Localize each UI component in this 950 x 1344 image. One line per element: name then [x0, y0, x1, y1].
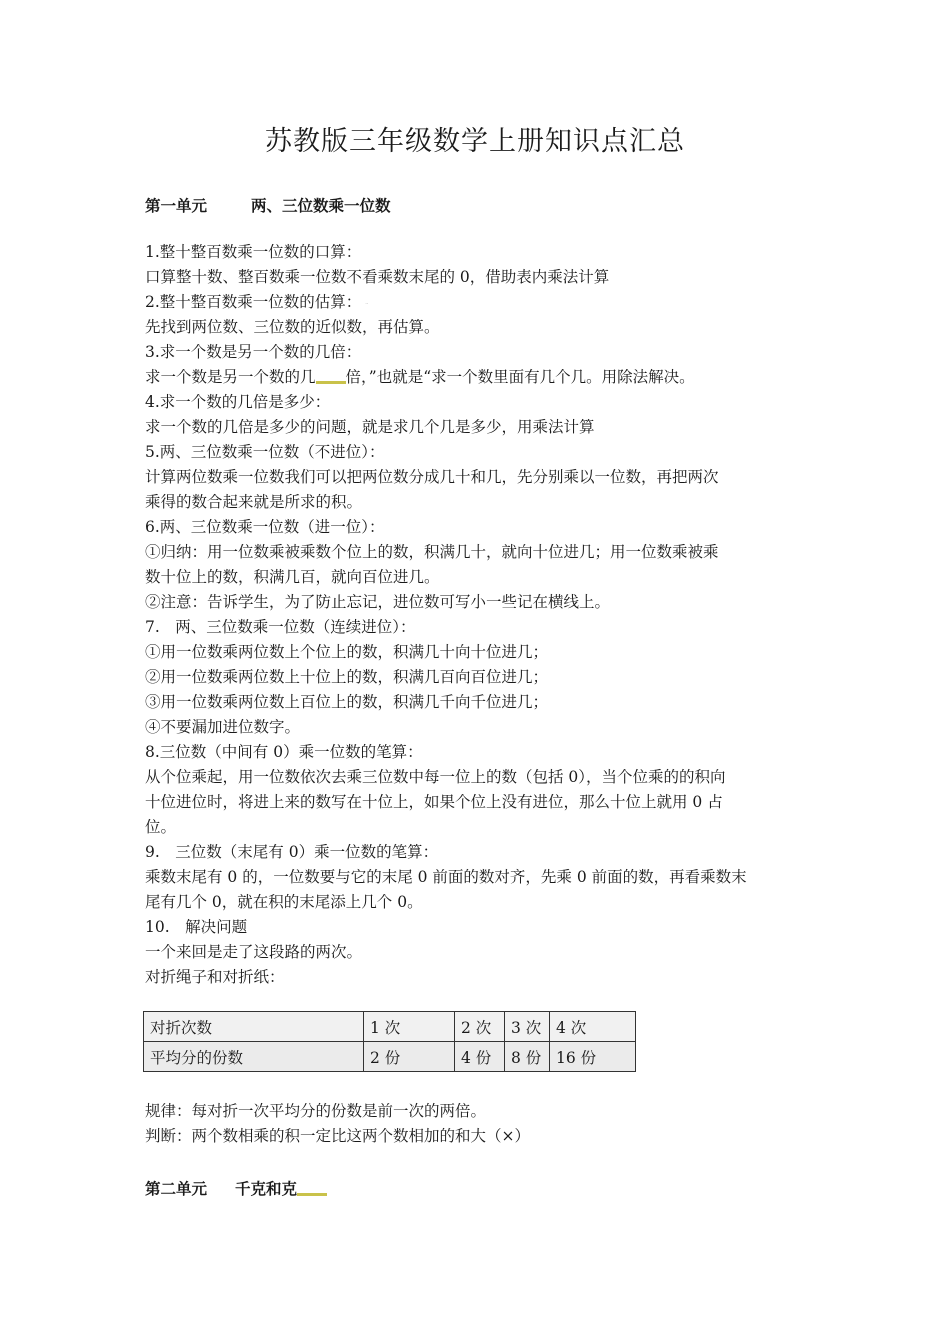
- table-row: [144, 1042, 636, 1072]
- text-line: 2.整十整百数乘一位数的估算： ..: [145, 293, 369, 311]
- text-line: ③用一位数乘两位数上百位上的数，积满几千向千位进几；: [145, 693, 549, 711]
- tiny-annotation: ..: [365, 299, 369, 306]
- text-line: 4.求一个数的几倍是多少：: [145, 393, 331, 411]
- text-line: 位。: [145, 818, 177, 836]
- table-cell: 对折次数: [144, 1012, 364, 1042]
- text-line: ①归纳：用一位数乘被乘数个位上的数，积满几十，就向十位进几；用一位数乘被乘: [145, 543, 719, 561]
- text-line: 计算两位数乘一位数我们可以把两位数分成几十和几，先分别乘以一位数，再把两次: [145, 468, 719, 486]
- text-line: 10. 解决问题: [145, 918, 248, 936]
- text-line: 先找到两位数、三位数的近似数，再估算。: [145, 318, 440, 336]
- folding-table: [143, 1011, 636, 1072]
- unit-2-heading: [145, 1177, 327, 1201]
- text-line: 数十位上的数，积满几百，就向百位进几。: [145, 568, 440, 586]
- text-line: ①用一位数乘两位数上个位上的数，积满几十向十位进几；: [145, 643, 549, 661]
- text-line: 3.求一个数是另一个数的几倍：: [145, 343, 362, 361]
- text-line: 7. 两、三位数乘一位数（连续进位）：: [145, 618, 416, 636]
- text-line: 乘得的数合起来就是所求的积。: [145, 493, 363, 511]
- unit-1-label: 第一单元: [145, 196, 208, 215]
- text-line: 对折绳子和对折纸：: [145, 968, 285, 986]
- text-line: 从个位乘起，用一位数依次去乘三位数中每一位上的数（包括 0），当个位乘的的积向: [145, 768, 726, 786]
- text-line: 判断：两个数相乘的积一定比这两个数相加的和大（×）: [145, 1127, 530, 1145]
- table-cell: 16 份: [550, 1042, 636, 1072]
- text-line: ②用一位数乘两位数上十位上的数，积满几百向百位进几；: [145, 668, 549, 686]
- text-line: 一个来回是走了这段路的两次。: [145, 943, 363, 961]
- highlight-mark: [316, 381, 346, 384]
- text-line: 9. 三位数（末尾有 0）乘一位数的笔算：: [145, 843, 439, 861]
- table-cell: 8 份: [505, 1042, 550, 1072]
- text-line: ④不要漏加进位数字。: [145, 718, 301, 736]
- table-cell: 平均分的份数: [144, 1042, 364, 1072]
- text-line: 6.两、三位数乘一位数（进一位）：: [145, 518, 385, 536]
- text-line: 5.两、三位数乘一位数（不进位）：: [145, 443, 385, 461]
- text-line: 规律：每对折一次平均分的份数是前一次的两倍。: [145, 1102, 487, 1120]
- text-line: 求一个数是另一个数的几 倍，”也就是“求一个数里面有几个几。用除法解决。: [145, 368, 695, 386]
- text-line: 1.整十整百数乘一位数的口算：: [145, 243, 362, 261]
- document-title: 苏教版三年级数学上册知识点汇总: [265, 126, 685, 157]
- unit-2-name: 千克和克: [235, 1179, 298, 1198]
- table-cell: 4 份: [455, 1042, 505, 1072]
- table-cell: 1 次: [364, 1012, 455, 1042]
- table-cell: 2 次: [455, 1012, 505, 1042]
- table-cell: 4 次: [550, 1012, 636, 1042]
- unit-1-body: [145, 240, 810, 990]
- text-line: 十位进位时，将进上来的数写在十位上，如果个位上没有进位，那么十位上就用 0 占: [145, 793, 723, 811]
- table-cell: 3 次: [505, 1012, 550, 1042]
- unit-1-name: 两、三位数乘一位数: [251, 196, 391, 215]
- table-row: [144, 1012, 636, 1042]
- text-line: 尾有几个 0，就在积的末尾添上几个 0。: [145, 893, 423, 911]
- text-line: ②注意：告诉学生，为了防止忘记，进位数可写小一些记在横线上。: [145, 593, 611, 611]
- unit-1-heading: [145, 194, 391, 218]
- table-cell: 2 份: [364, 1042, 455, 1072]
- highlight-mark: [297, 1193, 327, 1196]
- text-line: 8.三位数（中间有 0）乘一位数的笔算：: [145, 743, 423, 761]
- unit-2-label: 第二单元: [145, 1179, 208, 1198]
- text-line: 求一个数的几倍是多少的问题，就是求几个几是多少，用乘法计算: [145, 418, 595, 436]
- summary-text: [145, 1099, 810, 1149]
- text-line: 口算整十数、整百数乘一位数不看乘数末尾的 0，借助表内乘法计算: [145, 268, 610, 286]
- text-line: 乘数末尾有 0 的，一位数要与它的末尾 0 前面的数对齐，先乘 0 前面的数，再看乘数末: [145, 868, 747, 886]
